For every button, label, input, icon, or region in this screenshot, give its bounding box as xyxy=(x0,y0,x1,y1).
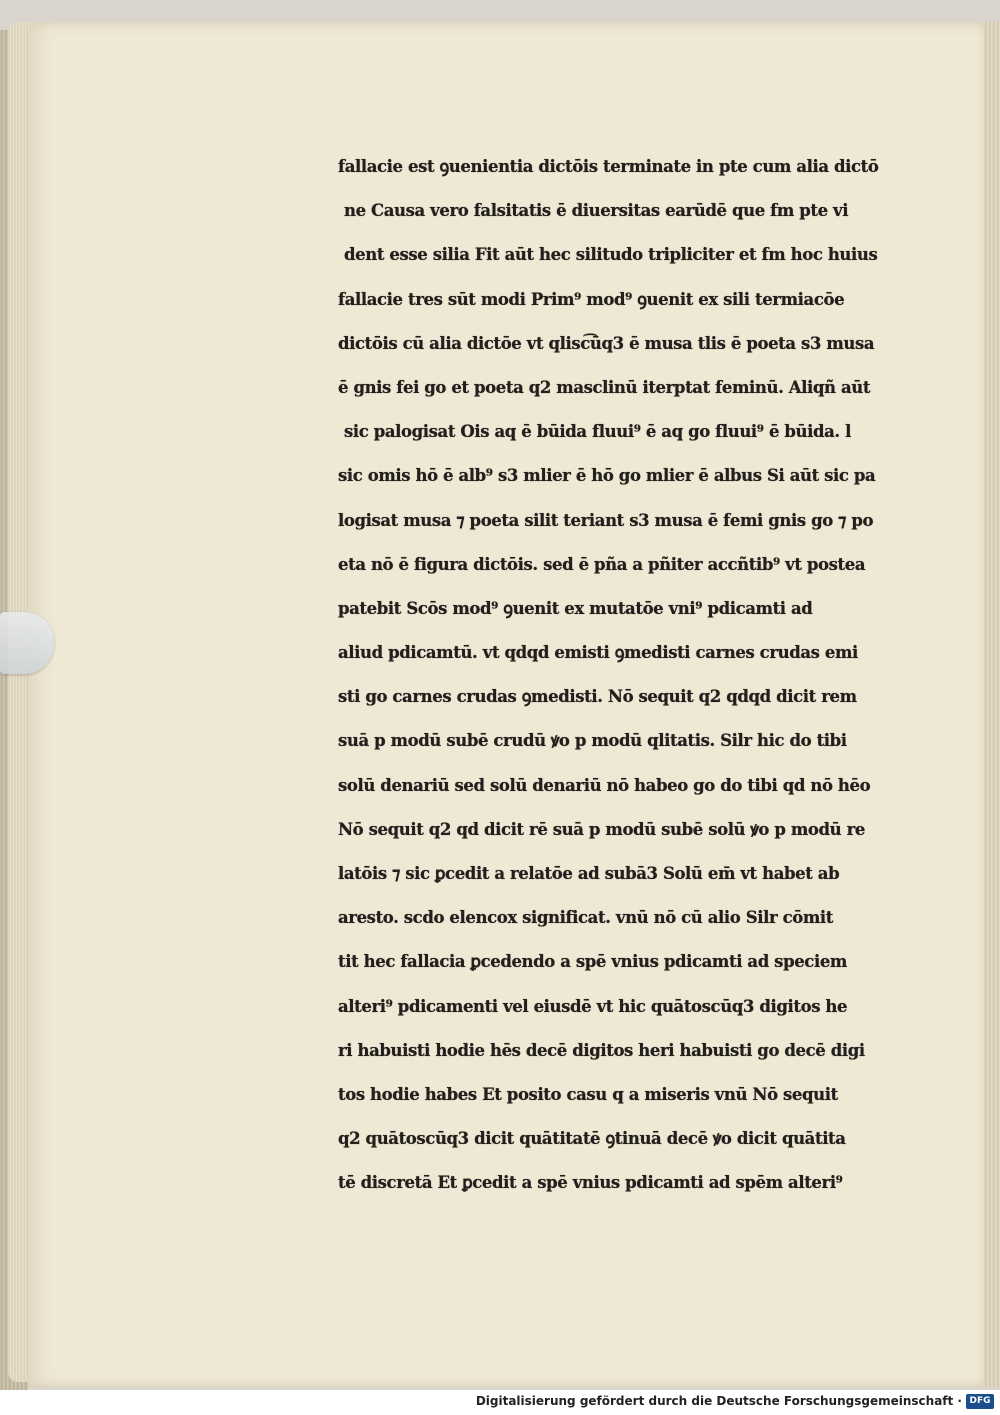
text-line: sic palogisat Ois aq ē būida fluui⁹ ē aq go fluui⁹ ē būida. l xyxy=(344,422,851,442)
text-block xyxy=(338,152,879,1213)
text-line: dent esse silia Fit aūt hec silitudo tripliciter et fm hoc huius xyxy=(344,245,878,265)
footer-credit: Digitalisierung gefördert durch die Deutsche Forschungsgemeinschaft · xyxy=(475,1394,962,1408)
dfg-logo-icon: DFG xyxy=(966,1394,994,1409)
text-line: logisat musa ⁊ poeta silit teriant s3 musa ē femi gnis go ⁊ po xyxy=(338,510,874,530)
text-line: tos hodie habes Et posito casu q a miseris vnū Nō sequit xyxy=(338,1084,838,1104)
text-line: sic omis hō ē alb⁹ s3 mlier ē hō go mlier ē albus Si aūt sic pa xyxy=(338,466,876,486)
text-line: latōis ⁊ sic ꝑcedit a relatōe ad subā3 Solū em̄ vt habet ab xyxy=(338,864,840,883)
text-line: eta nō ē figura dictōis. sed ē pña a pñiter accñtib⁹ vt postea xyxy=(338,554,866,574)
text-line: aliud pdicamtū. vt qdqd emisti ꝯmedisti carnes crudas emi xyxy=(338,643,858,663)
text-line: q2 quātoscūq3 dicit quātitatē ꝯtinuā decē ꝟo dicit quātita xyxy=(338,1129,846,1149)
page-stack-right xyxy=(984,22,1000,1387)
text-line: dictōis cū alia dictōe vt qlisc͡ūq3 ē musa tlis ē poeta s3 musa xyxy=(338,333,875,353)
text-line: sti go carnes crudas ꝯmedisti. Nō sequit q2 qdqd dicit rem xyxy=(338,687,857,707)
text-line: alteri⁹ pdicamenti vel eiusdē vt hic quātoscūq3 digitos he xyxy=(338,996,848,1016)
text-line: aresto. scdo elencox significat. vnū nō cū alio Silr cōmit xyxy=(338,908,834,928)
text-line: ne Causa vero falsitatis ē diuersitas earūdē que fm pte vi xyxy=(344,201,849,221)
text-line: fallacie est ꝯuenientia dictōis terminate in pte cum alia dictō xyxy=(338,157,879,176)
text-line: fallacie tres sūt modi Prim⁹ mod⁹ ꝯuenit ex sili termiacōe xyxy=(338,289,845,309)
text-line: patebit Scōs mod⁹ ꝯuenit ex mutatōe vni⁹ pdicamti ad xyxy=(338,598,813,618)
text-line: Nō sequit q2 qd dicit rē suā p modū subē solū ꝟo p modū re xyxy=(338,819,865,839)
text-line: suā p modū subē crudū ꝟo p modū qlitatis. Silr hic do tibi xyxy=(338,731,847,751)
text-line: tit hec fallacia ꝑcedendo a spē vnius pdicamti ad speciem xyxy=(338,952,847,972)
footer xyxy=(0,1390,1000,1415)
text-line: tē discretā Et ꝑcedit a spē vnius pdicamti ad spēm alteri⁹ xyxy=(338,1173,843,1193)
text-line: ē gnis fei go et poeta q2 masclinū iterptat feminū. Aliqñ aūt xyxy=(338,377,871,397)
text-line: solū denariū sed solū denariū nō habeo go do tibi qd nō hēo xyxy=(338,775,871,795)
text-line: ri habuisti hodie hēs decē digitos heri habuisti go decē digi xyxy=(338,1040,865,1060)
